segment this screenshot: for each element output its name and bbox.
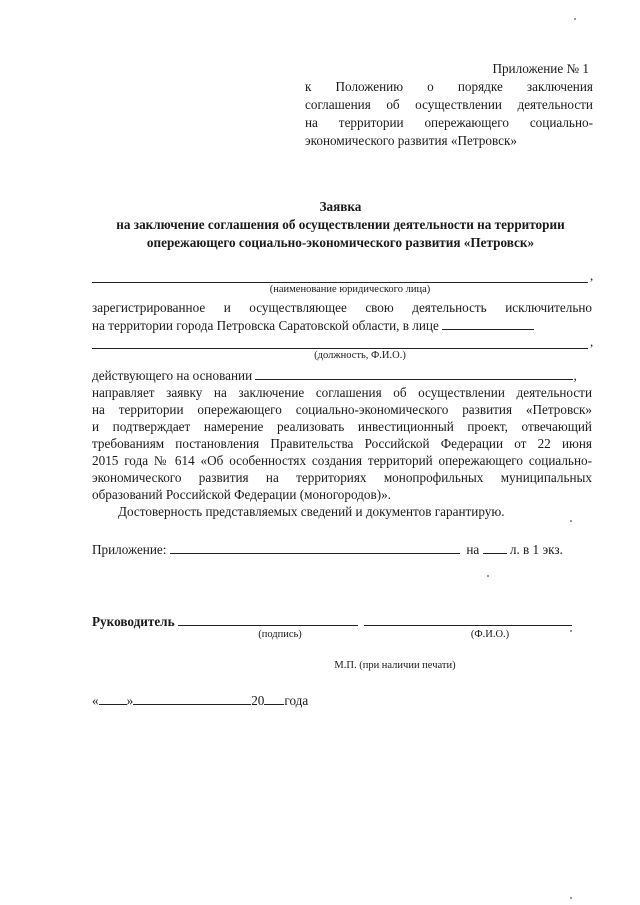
attachment-row (92, 540, 592, 559)
scan-speck (570, 897, 572, 899)
attachment-sheets: л. в 1 экз. (509, 542, 563, 557)
application-body (92, 384, 592, 520)
annex-line: соглашения об осуществлении деятельности (305, 97, 593, 112)
body-line: на территории опережающего социально-экономического развития «Петровск» (92, 402, 592, 417)
attachment-on: на (466, 542, 480, 557)
attachment-label: Приложение: (92, 542, 167, 557)
date-open-quote: « (92, 693, 99, 708)
year-prefix: 20 (251, 693, 265, 708)
body-line: направляет заявку на заключение соглашения об осуществлении деятельности (92, 385, 592, 400)
org-name-field[interactable] (92, 268, 588, 283)
text-line: зарегистрированное и осуществляющее свою деятельность исключительно (92, 300, 592, 315)
body-line: и подтверждает намерение реализовать инвестиционный проект, отвечающий (92, 419, 592, 434)
guarantee-text: Достоверность представляемых сведений и документов гарантирую. (118, 504, 505, 519)
text-line: действующего на основании , (92, 368, 577, 383)
text-line (92, 316, 592, 334)
annex-line: на территории опережающего социально- (305, 115, 593, 130)
comma: , (590, 334, 594, 349)
representative-field[interactable] (442, 316, 534, 330)
signature-caption: (подпись) (258, 629, 302, 640)
full-name-field[interactable] (364, 612, 572, 626)
registration-text (92, 299, 592, 334)
heading-subtitle: опережающего социально-экономического развития «Петровск» (146, 235, 535, 250)
heading-title: Заявка (319, 199, 362, 214)
body-line: экономического развития на территориях монопрофильных муниципальных (92, 470, 592, 485)
head-label: Руководитель (92, 614, 175, 629)
annex-title: Приложение № 1 (492, 61, 589, 76)
date-close-quote: » (126, 693, 134, 708)
annex-line: к Положению о порядке заключения (305, 79, 593, 94)
date-row (92, 691, 592, 710)
text-fragment: на территории города Петровска Саратовской области, в лице (92, 318, 439, 333)
text-line (92, 540, 592, 559)
full-name-caption: (Ф.И.О.) (470, 629, 510, 640)
basis-row (92, 366, 592, 384)
signature-field[interactable] (178, 612, 358, 626)
stamp-note: М.П. (при наличии печати) (334, 660, 456, 671)
annex-header (305, 60, 593, 150)
day-field[interactable] (99, 691, 127, 705)
heading-subtitle: на заключение соглашения об осуществлении деятельности на территории (116, 217, 565, 232)
scan-speck (570, 520, 572, 522)
sheet-count-field[interactable] (483, 540, 507, 554)
text-line (92, 691, 592, 710)
application-heading (88, 198, 593, 252)
year-field[interactable] (264, 691, 284, 705)
body-line: 2015 года № 614 «Об особенностях создания территорий опережающего социально- (92, 453, 592, 468)
scan-speck (570, 630, 572, 632)
comma: , (590, 268, 594, 283)
position-field[interactable] (92, 334, 588, 349)
body-line: требованиям постановления Правительства Российской Федерации от 22 июня (92, 436, 592, 451)
attachment-field[interactable] (170, 540, 460, 554)
basis-label: действующего на основании (92, 368, 253, 383)
year-word: года (284, 693, 309, 708)
position-caption: (должность, Ф.И.О.) (314, 350, 406, 361)
basis-field[interactable] (255, 366, 573, 380)
org-name-caption: (наименование юридического лица) (269, 284, 431, 295)
body-line: образований Российской Федерации (моногородов)». (92, 487, 391, 502)
scan-speck (574, 18, 576, 20)
scan-speck (487, 575, 489, 577)
month-field[interactable] (133, 691, 251, 705)
annex-line: экономического развития «Петровск» (305, 133, 517, 148)
